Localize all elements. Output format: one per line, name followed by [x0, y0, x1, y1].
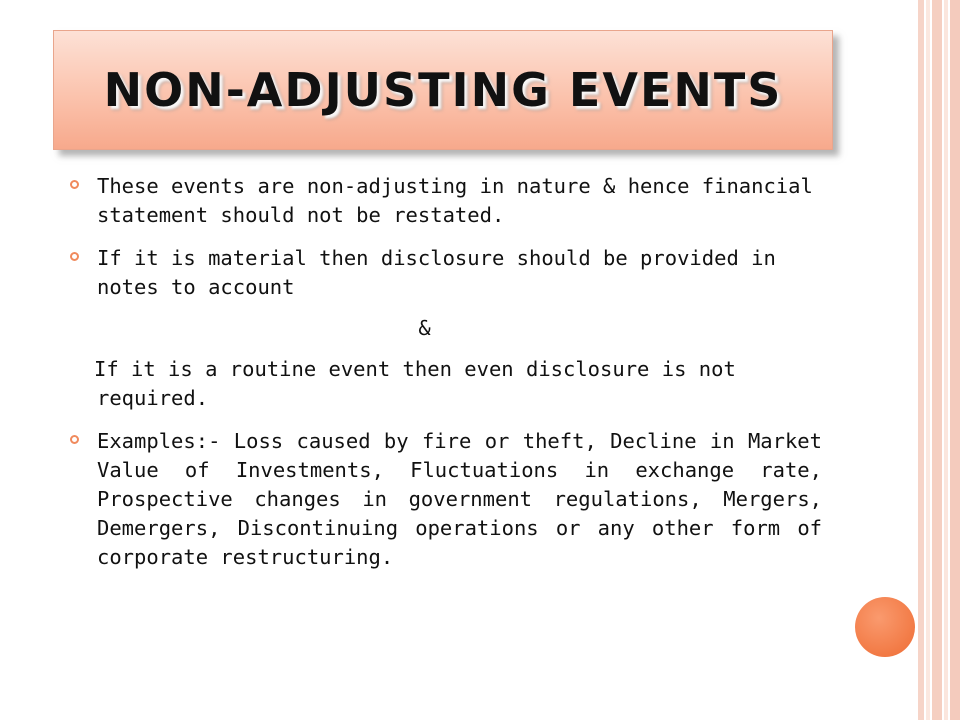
ring-bullet-icon — [70, 252, 79, 261]
title-box — [53, 30, 833, 150]
decor-stripe — [932, 0, 942, 720]
ring-bullet-icon — [70, 435, 79, 444]
slide-title: NON-ADJUSTING EVENTS — [103, 63, 783, 117]
slide-content — [70, 172, 822, 586]
bullet-item — [70, 427, 822, 572]
ampersand-connector: & — [418, 316, 431, 340]
decor-stripe — [926, 0, 930, 720]
decor-stripe — [918, 0, 924, 720]
decor-circle — [855, 597, 915, 657]
bullet-text: If it is material then disclosure should be provided in notes to account — [97, 246, 776, 299]
bullet-text: These events are non-adjusting in nature & hence financial statement should not be restated. — [97, 174, 813, 227]
decor-stripe — [944, 0, 948, 720]
examples-text: Examples:- Loss caused by fire or theft, Decline in Market Value of Investments, Fluctuations in exchange rate, Prospective changes in government regulations, Mergers, Demergers, Discontinuing operations or any other form of corporate restructuring. — [97, 429, 822, 569]
bullet-item — [70, 244, 822, 302]
bullet-item — [70, 172, 822, 230]
ring-bullet-icon — [70, 180, 79, 189]
routine-event-text: If it is a routine event then even disclosure is not required. — [94, 357, 736, 410]
decor-stripe — [950, 0, 960, 720]
